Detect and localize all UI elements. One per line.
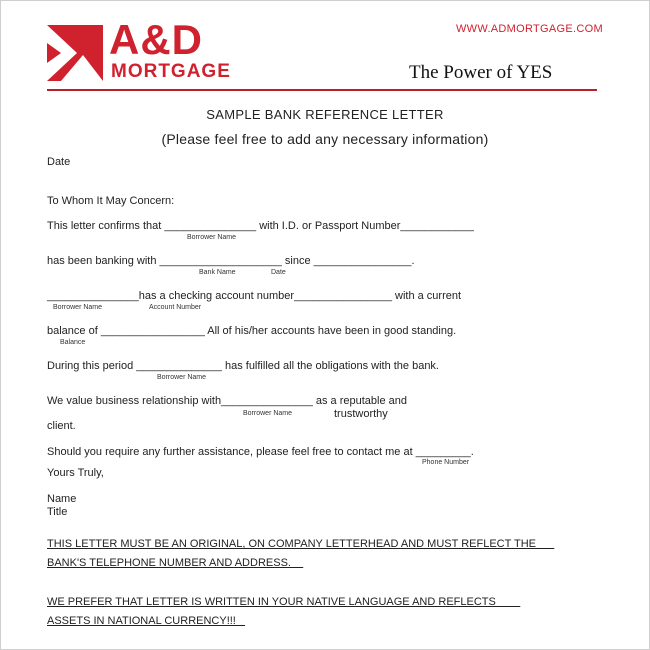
banking-line: has been banking with ____________________ since ________________. <box>47 255 415 267</box>
salutation: To Whom It May Concern: <box>47 195 175 207</box>
notice-original-line2: BANK'S TELEPHONE NUMBER AND ADDRESS. <box>47 557 304 569</box>
borrower-name-label: Borrower Name <box>53 304 103 311</box>
balance-line: balance of _________________ All of his/her accounts have been in good standing. <box>47 325 457 337</box>
ad-logo-icon <box>47 25 103 81</box>
borrower-name-label: Borrower Name <box>243 410 293 417</box>
relationship-line: We value business relationship with_______________ as a reputable and <box>47 395 408 407</box>
brand-name: A&D <box>109 16 203 63</box>
tagline: The Power of YES <box>409 62 553 83</box>
header-divider <box>47 89 597 91</box>
brand-subtitle: MORTGAGE <box>111 61 231 82</box>
confirm-line: This letter confirms that _______________ with I.D. or Passport Number____________ <box>47 220 474 232</box>
checking-line: _______________has a checking account number________________ with a current <box>47 290 462 302</box>
relationship-line-cont: trustworthy <box>334 408 388 420</box>
signer-title: Title <box>47 506 68 518</box>
client-line: client. <box>47 420 76 432</box>
signer-name: Name <box>47 493 77 505</box>
letter-subtitle: (Please feel free to add any necessary information) <box>161 131 489 147</box>
notice-language-line2: ASSETS IN NATIONAL CURRENCY!!! <box>47 615 246 627</box>
website-link[interactable]: WWW.ADMORTGAGE.COM <box>456 23 603 35</box>
date-label: Date <box>271 269 286 276</box>
date-line: Date <box>47 156 71 168</box>
obligations-line: During this period ______________ has fulfilled all the obligations with the bank. <box>47 360 439 372</box>
account-number-label: Account Number <box>149 304 202 311</box>
borrower-name-label: Borrower Name <box>157 374 207 381</box>
bank-name-label: Bank Name <box>199 269 236 276</box>
borrower-name-label: Borrower Name <box>187 234 237 241</box>
phone-number-label: Phone Number <box>422 459 470 466</box>
notice-language-line1: WE PREFER THAT LETTER IS WRITTEN IN YOUR NATIVE LANGUAGE AND REFLECTS <box>47 596 521 608</box>
balance-label: Balance <box>60 339 86 346</box>
letter-title: SAMPLE BANK REFERENCE LETTER <box>206 107 444 122</box>
contact-line: Should you require any further assistance, please feel free to contact me at _________. <box>47 446 474 458</box>
notice-original-line1: THIS LETTER MUST BE AN ORIGINAL, ON COMPANY LETTERHEAD AND MUST REFLECT THE <box>47 538 555 550</box>
closing: Yours Truly, <box>47 467 104 479</box>
